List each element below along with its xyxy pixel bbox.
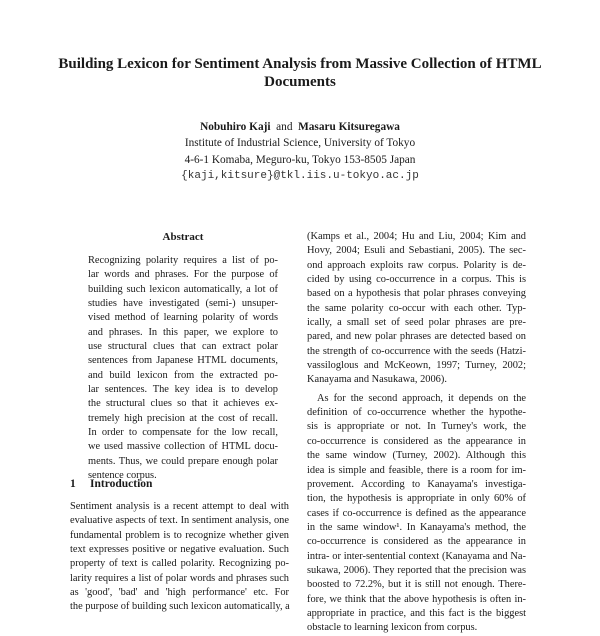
text-line: In order to compensate for the low recall, xyxy=(88,427,278,439)
abstract-body xyxy=(88,254,278,484)
text-line: and build lexicon from the extracted po- xyxy=(88,369,278,381)
text-line: the purpose of building such lexicon automatically, a xyxy=(70,601,290,613)
text-line: Kanayama and Nasukawa, 2006). xyxy=(307,374,447,386)
text-line: ond approach exploits raw corpus. Polarity is de- xyxy=(307,259,526,271)
text-line: and phrases. In this paper, we explore to xyxy=(88,326,278,338)
text-line: As for the second approach, it depends on the xyxy=(317,392,526,404)
author-name: Nobuhiro Kaji xyxy=(200,121,271,133)
right-column xyxy=(307,230,526,636)
text-line: use structural clues that can extract polar xyxy=(88,341,278,353)
email: {kaji,kitsure}@tkl.iis.u-tokyo.ac.jp xyxy=(181,169,419,182)
text-line: Recognizing polarity requires a list of po- xyxy=(88,255,278,266)
paragraph xyxy=(307,230,526,388)
author-names xyxy=(0,119,600,135)
text-line: cided by using co-occurrence in a corpus. This is xyxy=(307,274,526,286)
text-line: cases if co-occurrence is defined as the appearance xyxy=(307,507,526,519)
text-line: sukawa, 2006). They reported that the precision was xyxy=(307,564,526,576)
paragraph xyxy=(307,392,526,636)
text-line: vassiloglous and McKeown, 1997; Turney, 2002; xyxy=(307,360,526,372)
text-line: ically, a small set of seed polar phrases are pre- xyxy=(307,317,526,329)
text-line: lar sentences. The key idea is to develop xyxy=(88,384,278,396)
author-name: Masaru Kitsuregawa xyxy=(298,121,400,133)
author-block xyxy=(0,119,600,184)
section-title: Introduction xyxy=(90,478,153,490)
text-line: the structural clues so that it achieves ex- xyxy=(88,398,278,410)
text-line: fundamental problem is to recognize whether given xyxy=(70,529,289,541)
text-line: sis is appropriate or not. In Turney's work, the xyxy=(307,421,526,433)
text-line: the strength of co-occurrence with the seeds (Hatzi- xyxy=(307,345,526,357)
text-line: boosted to 72.2%, but it is still not enough. There- xyxy=(307,579,526,591)
text-line: tion, the hypothesis is appropriate in only 60% of xyxy=(307,493,526,505)
abstract-heading: Abstract xyxy=(162,231,204,243)
text-line: appropriate in practice, and this fact is the biggest xyxy=(307,607,526,619)
text-line: the same window (Turney, 2002). Although this xyxy=(307,450,526,462)
title-line: Building Lexicon for Sentiment Analysis from Massive Collection of HTML xyxy=(58,56,542,72)
text-line: co-occurrence is considered as the appearance in xyxy=(307,536,526,548)
section-heading xyxy=(70,478,152,490)
text-line: Hovy, 2004; Esuli and Sebastiani, 2005). The sec- xyxy=(307,245,526,257)
text-line: intra- or inter-sentential context (Kanayama and Na- xyxy=(307,550,526,562)
text-line: pared, and new polar phrases are detected based on xyxy=(307,331,526,343)
text-line: co-occurrence is considered as the appearance in xyxy=(307,435,526,447)
text-line: lar words and phrases. For the purpose of xyxy=(88,269,278,281)
text-line: property of text is called polarity. Recognizing po- xyxy=(70,558,289,570)
text-line: Sentiment analysis is a recent attempt to deal with xyxy=(70,501,289,512)
affiliation: Institute of Industrial Science, University of Tokyo xyxy=(184,137,416,150)
text-line: we used massive collection of HTML docu- xyxy=(88,441,278,453)
text-line: based on a hypothesis that polar phrases conveying xyxy=(307,288,526,300)
text-line: (Kamps et al., 2004; Hu and Liu, 2004; Kim and xyxy=(307,231,526,242)
text-line: sentences from Japanese HTML documents, xyxy=(88,355,278,367)
text-line: tremely high precision at the cost of recall. xyxy=(88,412,278,424)
text-line: fore, we think that the above hypothesis is often in- xyxy=(307,593,526,605)
text-line: idea is simple and feasible, there is a room for im- xyxy=(307,464,526,476)
introduction-body xyxy=(70,500,289,615)
text-line: the same polarity co-occur with each other. Typ- xyxy=(307,302,526,314)
text-line: studies have investigated (semi-) unsuper- xyxy=(88,298,278,310)
text-line: text expresses positive or negative evaluation. Such xyxy=(70,544,289,556)
paper-title xyxy=(40,55,560,91)
section-number: 1 xyxy=(70,478,76,490)
address: 4-6-1 Komaba, Meguro-ku, Tokyo 153-8505 Japan xyxy=(184,153,416,166)
text-line: sentence corpus. xyxy=(88,470,157,482)
text-line: provement. According to Kanayama's investiga- xyxy=(307,478,526,490)
text-line: obstacle to learning lexicon from corpus. xyxy=(307,622,478,634)
text-line: in the same window¹. In Kanayama's method, the xyxy=(307,521,526,533)
text-line: building such lexicon automatically, a lot of xyxy=(88,283,278,295)
author-conjunction: and xyxy=(276,121,293,133)
text-line: definition of co-occurrence whether the hypothe- xyxy=(307,407,526,419)
text-line: evaluative aspects of text. In sentiment analysis, one xyxy=(70,515,289,527)
text-line: vised method of learning polarity of words xyxy=(88,312,278,324)
title-line: Documents xyxy=(264,74,336,90)
text-line: larity requires a list of polar words and phrases such xyxy=(70,572,289,584)
text-line: as 'good', 'bad' and 'high performance' etc. For xyxy=(70,587,289,599)
text-line: ments. Thus, we could prepare enough polar xyxy=(88,455,278,467)
